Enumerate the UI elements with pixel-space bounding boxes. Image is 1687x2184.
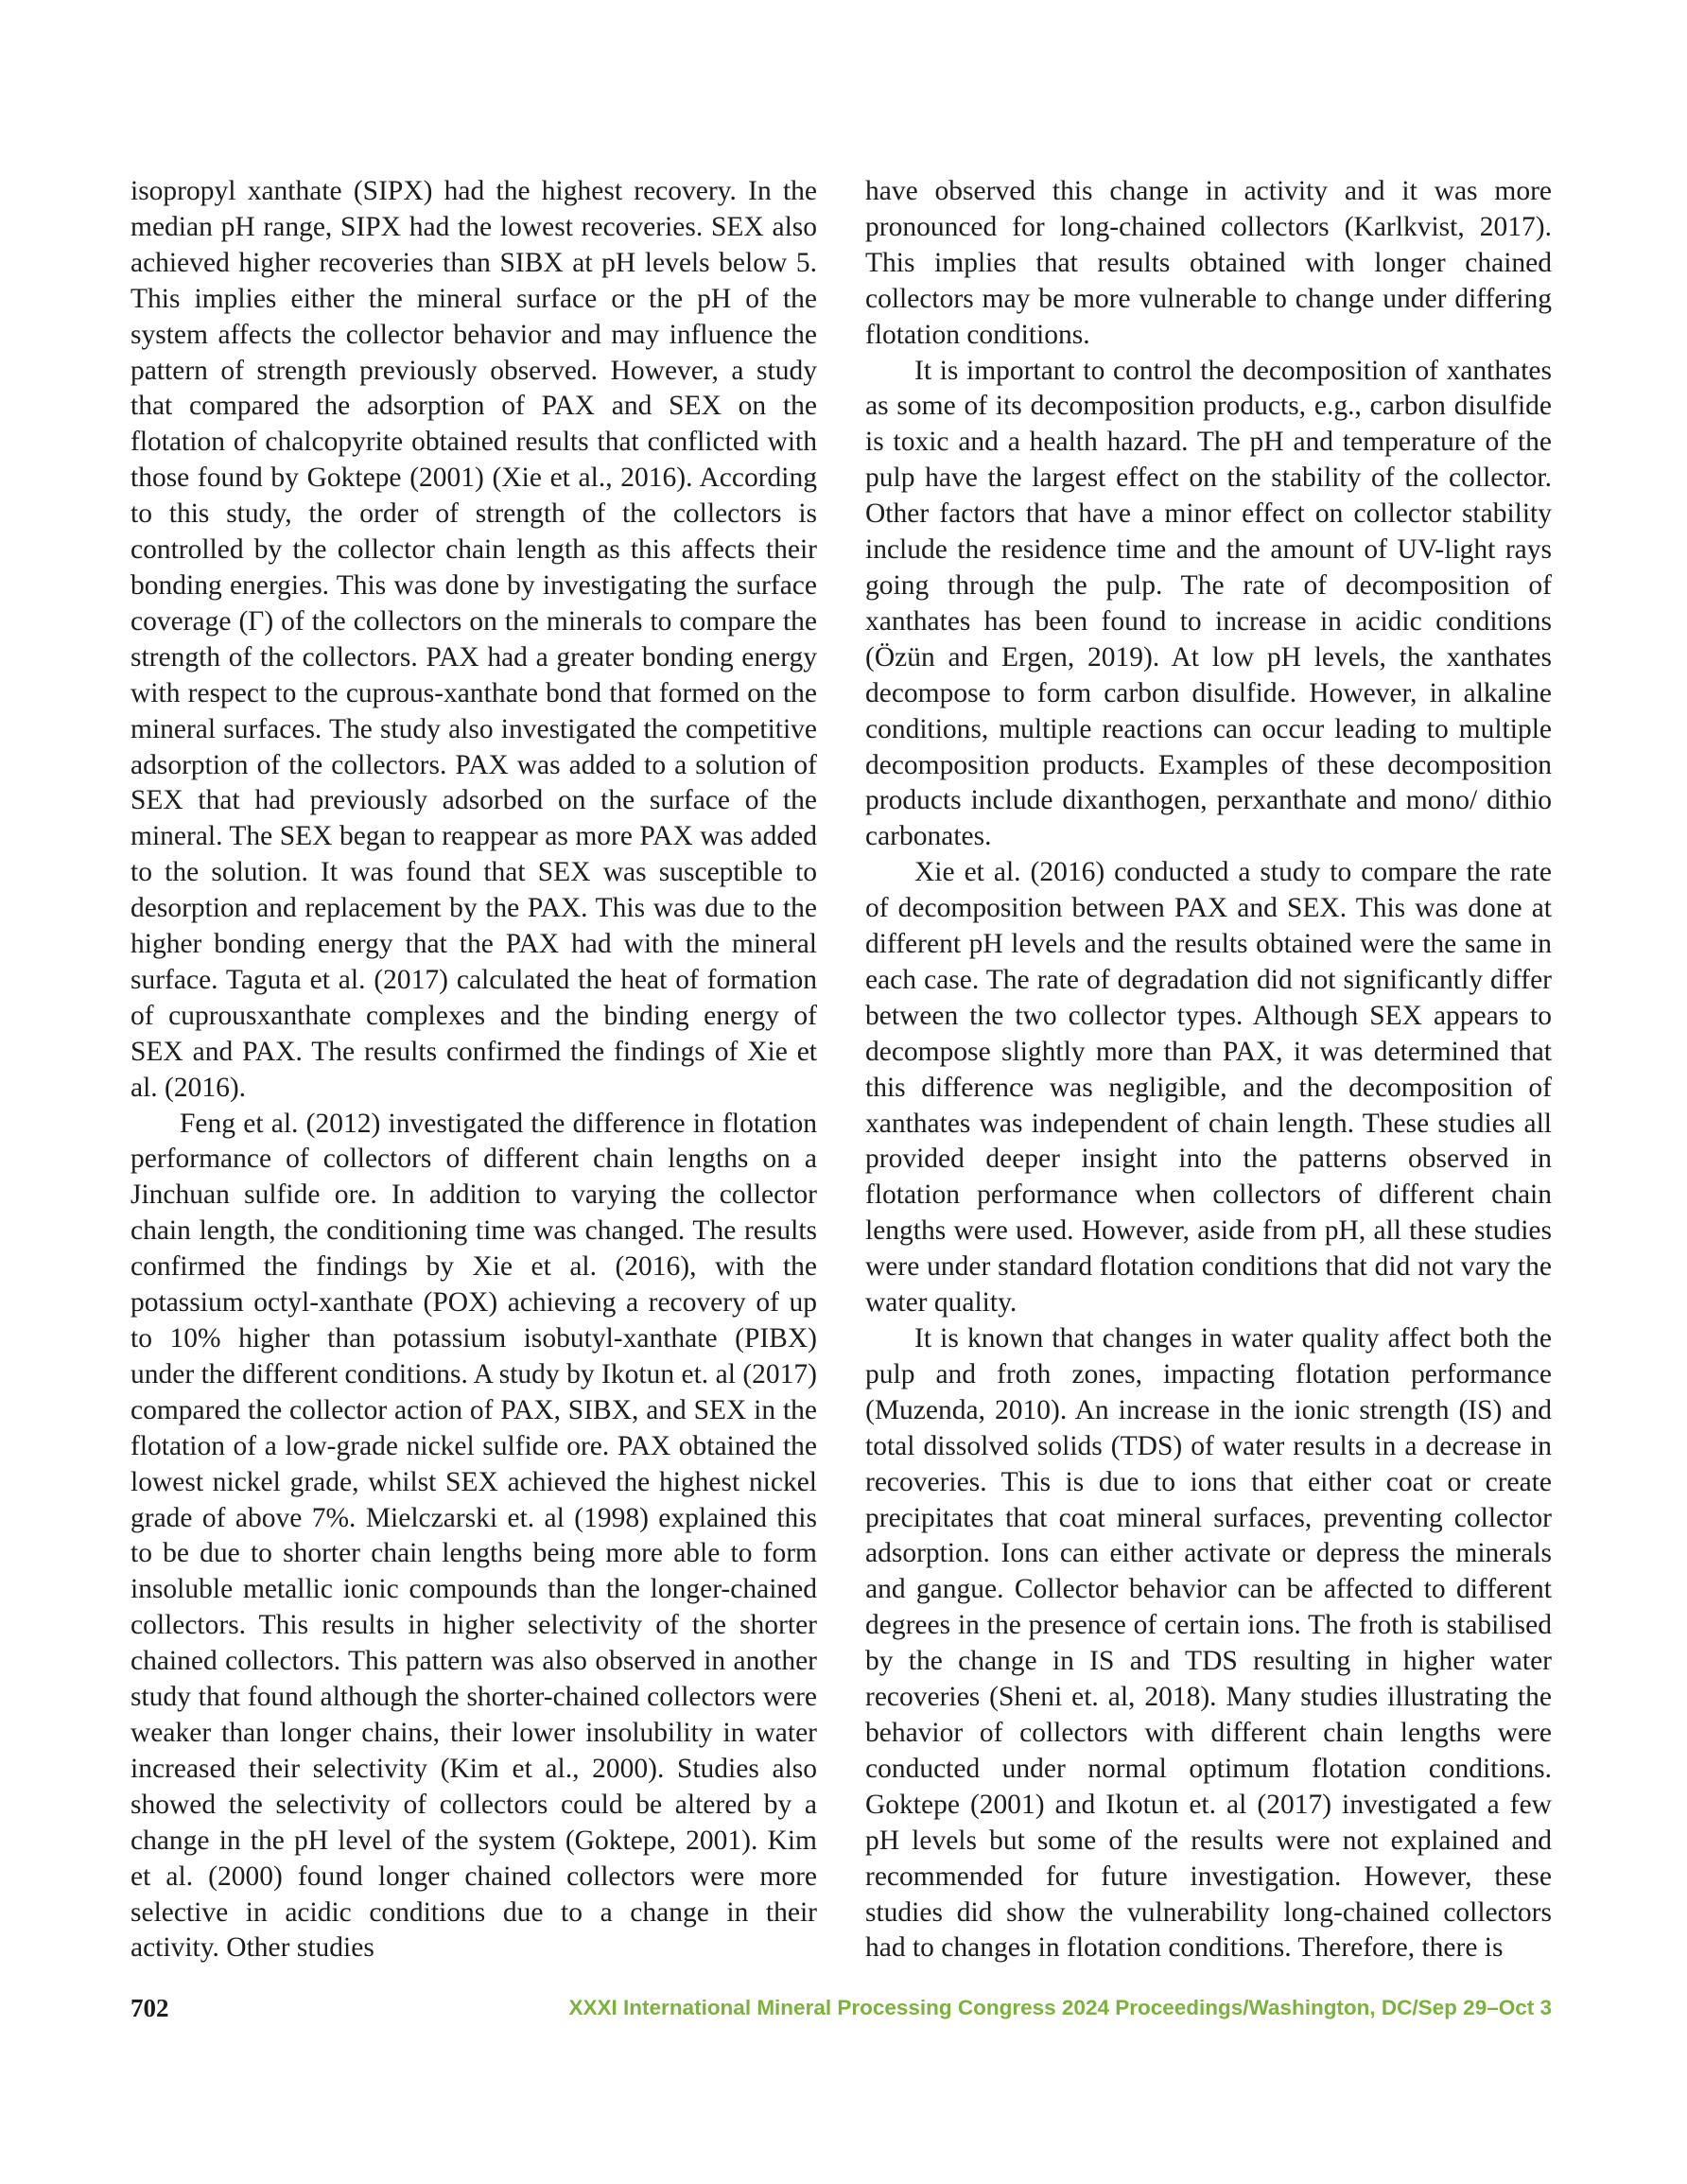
paragraph: Xie et al. (2016) conducted a study to compare the rate of decomposition between PAX and SEX. This was done at different pH levels and the results obtained were the same in each case. The rate of degradation did not significantly differ between the two collector types. Although SEX appears to decompose slightly more than PAX, it was determined that this difference was negligible, and the decomposition of xanthates was independent of chain length. These studies all provided deeper insight into the patterns observed in flotation performance when collectors of different chain lengths were used. However, aside from pH, all these studies were under standard flotation conditions that did not vary the water quality. (865, 857, 1552, 1319)
paragraph: It is important to control the decomposition of xanthates as some of its decomposition products, e.g., carbon disulfide is toxic and a health hazard. The pH and temperature of the pulp have the largest effect on the stability of the collector. Other factors that have a minor effect on collector stability include the residence time and the amount of UV-light rays going through the pulp. The rate of decomposition of xanthates has been found to increase in acidic conditions (Özün and Ergen, 2019). At low pH levels, the xanthates decompose to form carbon disulfide. However, in alkaline conditions, multiple reactions can occur leading to multiple decomposition products. Examples of these decomposition products include dixanthogen, perxanthate and mono/ dithio carbonates. (865, 355, 1552, 852)
running-title: XXXI International Mineral Processing Congress 2024 Proceedings/Washington, DC/Sep 29–Oct 3 (568, 1996, 1552, 2019)
page-number: 702 (130, 1994, 169, 2022)
paragraph: It is known that changes in water quality affect both the pulp and froth zones, impacting flotation performance (Muzenda, 2010). An increase in the ionic strength (IS) and total dissolved solids (TDS) of water results in a decrease in recoveries. This is due to ions that either coat or create precipitates that coat mineral surfaces, preventing collector adsorption. Ions can either activate or depress the minerals and gangue. Collector behavior can be affected to different degrees in the presence of certain ions. The froth is stabilised by the change in IS and TDS resulting in higher water recoveries (Sheni et. al, 2018). Many studies illustrating the behavior of collectors with different chain lengths were conducted under normal optimum flotation conditions. Goktepe (2001) and Ikotun et. al (2017) investigated a few pH levels but some of the results were not explained and recommended for future investigation. However, these studies did show the vulnerability long-chained collectors had to changes in flotation conditions. Therefore, there is (865, 1323, 1552, 1964)
paragraph: have observed this change in activity and it was more pronounced for long-chained collectors (Karlkvist, 2017). This implies that results obtained with longer chained collectors may be more vulnerable to change under differing flotation conditions. (865, 176, 1552, 350)
paragraph: isopropyl xanthate (SIPX) had the highest recovery. In the median pH range, SIPX had the lowest recoveries. SEX also achieved higher recoveries than SIBX at pH levels below 5. This implies either the mineral surface or the pH of the system affects the collector behavior and may influence the pattern of strength previously observed. However, a study that compared the adsorption of PAX and SEX on the flotation of chalcopyrite obtained results that conflicted with those found by Goktepe (2001) (Xie et al., 2016). According to this study, the order of strength of the collectors is controlled by the collector chain length as this affects their bonding energies. This was done by investigating the surface coverage (Γ) of the collectors on the minerals to compare the strength of the collectors. PAX had a greater bonding energy with respect to the cuprous-xanthate bond that formed on the mineral surfaces. The study also investigated the competitive adsorption of the collectors. PAX was added to a solution of SEX that had previously adsorbed on the surface of the mineral. The SEX began to reappear as more PAX was added to the solution. It was found that SEX was susceptible to desorption and replacement by the PAX. This was due to the higher bonding energy that the PAX had with the mineral surface. Taguta et al. (2017) calculated the heat of formation of cuprousxanthate complexes and the binding energy of SEX and PAX. The results confirmed the findings of Xie et al. (2016). (130, 176, 817, 1103)
left-column (130, 174, 817, 1966)
paragraph: Feng et al. (2012) investigated the difference in flotation performance of collectors of different chain lengths on a Jinchuan sulfide ore. In addition to varying the collector chain length, the conditioning time was changed. The results confirmed the findings by Xie et al. (2016), with the potassium octyl-xanthate (POX) achieving a recovery of up to 10% higher than potassium isobutyl-xanthate (PIBX) under the different conditions. A study by Ikotun et. al (2017) compared the collector action of PAX, SIBX, and SEX in the flotation of a low-grade nickel sulfide ore. PAX obtained the lowest nickel grade, whilst SEX achieved the highest nickel grade of above 7%. Mielczarski et. al (1998) explained this to be due to shorter chain lengths being more able to form insoluble metallic ionic compounds than the longer-chained collectors. This results in higher selectivity of the shorter chained collectors. This pattern was also observed in another study that found although the shorter-chained collectors were weaker than longer chains, their lower insolubility in water increased their selectivity (Kim et al., 2000). Studies also showed the selectivity of collectors could be altered by a change in the pH level of the system (Goktepe, 2001). Kim et al. (2000) found longer chained collectors were more selective in acidic conditions due to a change in their activity. Other studies (130, 1108, 817, 1964)
right-column (865, 174, 1552, 1966)
page-footer (130, 1994, 1552, 2032)
